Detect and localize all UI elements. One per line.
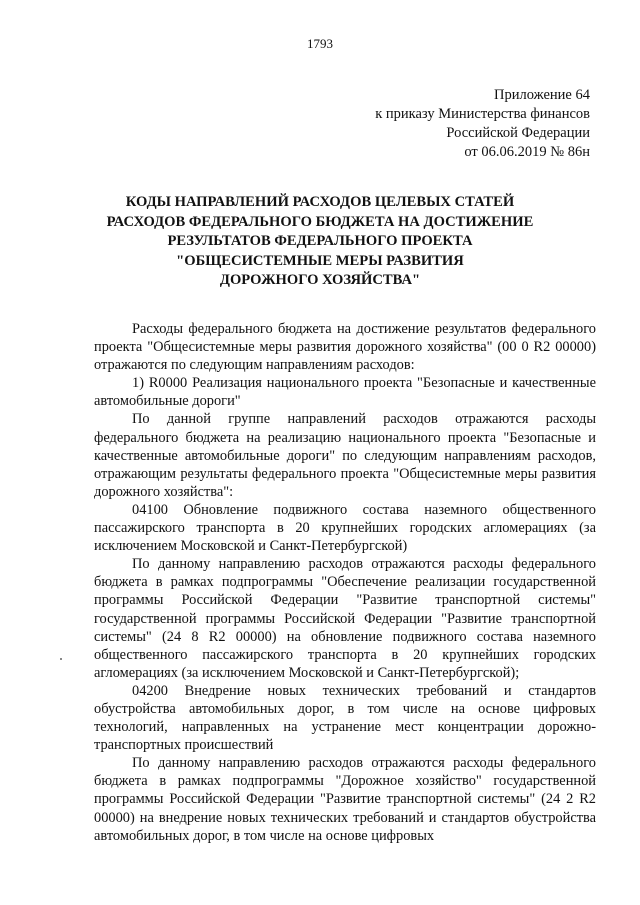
document-title xyxy=(0,193,640,291)
appendix-line: к приказу Министерства финансов xyxy=(375,106,590,122)
appendix-header xyxy=(375,86,590,162)
title-line: РЕЗУЛЬТАТОВ ФЕДЕРАЛЬНОГО ПРОЕКТА xyxy=(167,233,473,249)
paragraph-04200-description: По данному направлению расходов отражаются расходы федерального бюджета в рамках подпрограммы "Дорожное хозяйство" государственной программы Российской Федерации "Развитие транспортной системы" (24 2 R2 00000) на внедрение новых технических требований и стандартов обустройства автомобильных дорог, в том числе на основе цифровых xyxy=(94,755,596,844)
title-line: ДОРОЖНОГО ХОЗЯЙСТВА" xyxy=(219,272,421,288)
appendix-line: Российской Федерации xyxy=(446,125,590,141)
appendix-line: Приложение 64 xyxy=(494,87,590,103)
title-line: РАСХОДОВ ФЕДЕРАЛЬНОГО БЮДЖЕТА НА ДОСТИЖЕНИЕ xyxy=(106,213,534,230)
paragraph-intro: Расходы федерального бюджета на достижение результатов федерального проекта "Общесистемные меры развития дорожного хозяйства" (00 0 R2 00000) отражаются по следующим направлениям расходов: xyxy=(94,321,596,374)
title-line: "ОБЩЕСИСТЕМНЫЕ МЕРЫ РАЗВИТИЯ xyxy=(176,252,464,269)
page-number: 1793 xyxy=(307,36,333,51)
paragraph-code-04100: 04100 Обновление подвижного состава наземного общественного пассажирского транспорта в 20 крупнейших городских агломерациях (за исключением Московской и Санкт-Петербургской) xyxy=(94,501,596,555)
scan-mark xyxy=(60,658,62,660)
document-body xyxy=(94,320,596,845)
paragraph-code-04200: 04200 Внедрение новых технических требований и стандартов обустройства автомобильных дорог, в том числе на основе цифровых технологий, направленных на устранение мест концентрации дорожно-транспортных происшествий xyxy=(94,682,596,754)
paragraph-group-description: По данной группе направлений расходов отражаются расходы федерального бюджета на реализацию национального проекта "Безопасные и качественные автомобильные дороги" по следующим направлениям расходов, отражающим результаты федерального проекта "Общесистемные меры развития дорожного хозяйства": xyxy=(94,411,596,500)
paragraph-04100-description: По данному направлению расходов отражаются расходы федерального бюджета в рамках подпрограммы "Обеспечение реализации государственной программы Российской Федерации "Развитие транспортной системы" государственной программы Российской Федерации "Развитие транспортной системы" (24 8 R2 00000) на обновление подвижного состава наземного общественного пассажирского транспорта в 20 крупнейших городских агломерациях (за исключением Московской и Санкт-Петербургской); xyxy=(94,556,596,681)
appendix-line: от 06.06.2019 № 86н xyxy=(464,144,590,160)
paragraph-item-1: 1) R0000 Реализация национального проекта "Безопасные и качественные автомобильные дороги" xyxy=(94,375,596,410)
title-line: КОДЫ НАПРАВЛЕНИЙ РАСХОДОВ ЦЕЛЕВЫХ СТАТЕЙ xyxy=(125,194,515,210)
